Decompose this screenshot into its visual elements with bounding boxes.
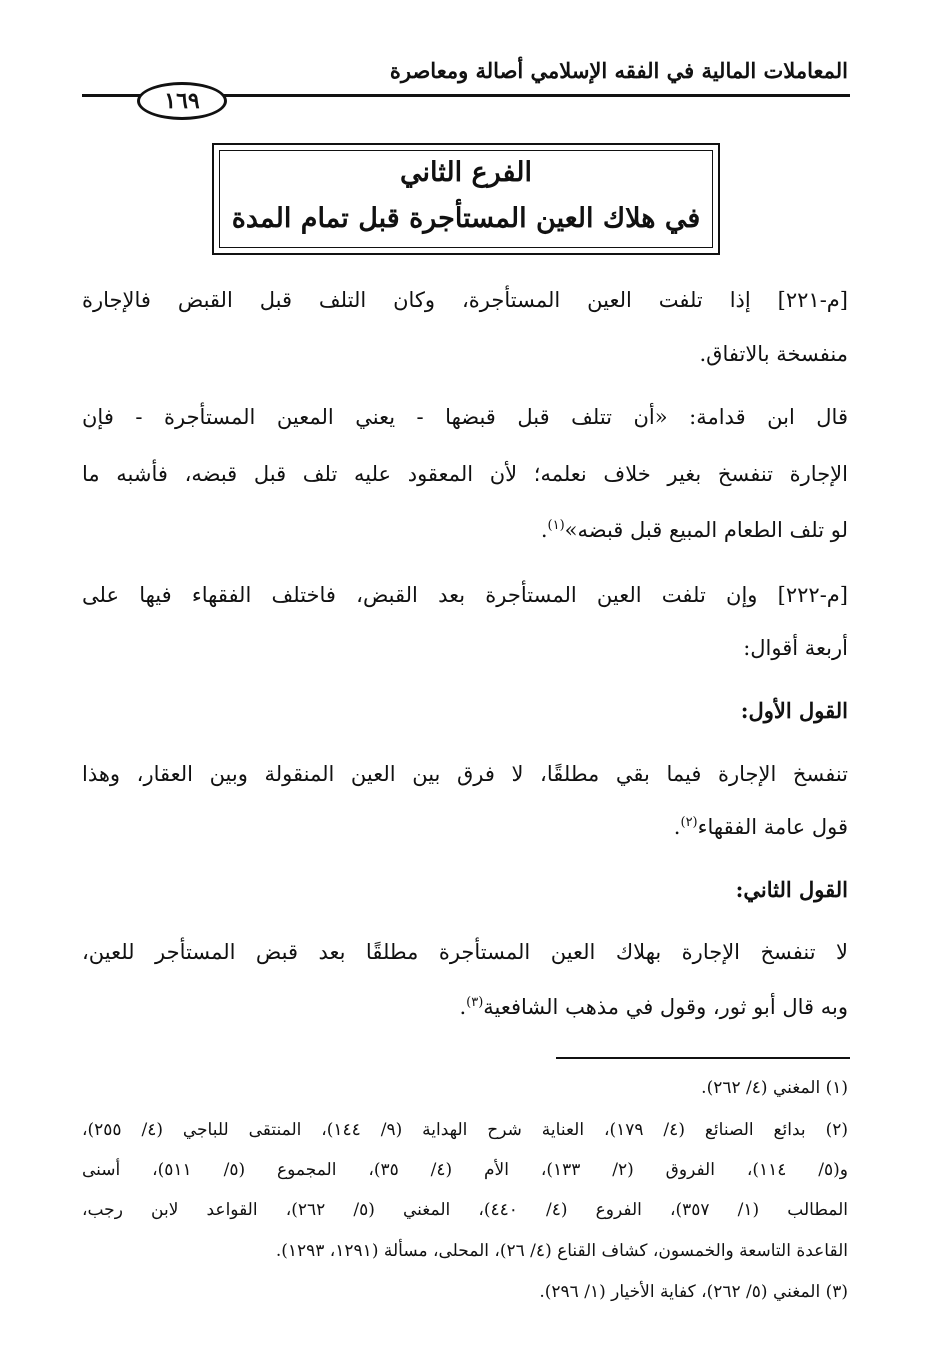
footnote-ref-3: (٣)	[466, 995, 484, 1010]
paragraph-2-line-1: قال ابن قدامة: «أن تتلف قبل قبضها - يعني المعين المستأجرة - فإن	[82, 405, 848, 429]
footnote-2-line-1: (٢) بدائع الصنائع (٤/ ١٧٩)، العناية شرح الهداية (٩/ ١٤٤)، المنتقى للباجي (٤/ ٢٥٥)،	[82, 1120, 848, 1140]
footnote-1: (١) المغني (٤/ ٢٦٢).	[701, 1078, 848, 1098]
opinion-2-heading: القول الثاني:	[735, 877, 848, 902]
footnote-separator	[556, 1057, 850, 1059]
footnote-ref-2: (٢)	[680, 815, 698, 830]
paragraph-5-end-mark: .	[459, 995, 467, 1019]
running-title: المعاملات المالية في الفقه الإسلامي أصالة ومعاصرة	[389, 58, 848, 83]
paragraph-2-line-3	[82, 518, 848, 542]
paragraph-4-line-1: تنفسخ الإجارة فيما بقي مطلقًا، لا فرق بين العين المنقولة وبين العقار، وهذا	[82, 762, 848, 786]
paragraph-1-line-1: [م-٢٢١] إذا تلفت العين المستأجرة، وكان التلف قبل القبض فالإجارة	[82, 288, 848, 312]
footnote-ref-1: (١)	[547, 518, 565, 533]
paragraph-3-line-2: أربعة أقوال:	[743, 636, 848, 660]
paragraph-5-line-2-text: وبه قال أبو ثور، وقول في مذهب الشافعية	[483, 995, 848, 1019]
section-heading-box	[212, 143, 720, 255]
paragraph-2-line-3-text: لو تلف الطعام المبيع قبل قبضه»	[564, 518, 848, 542]
opinion-1-heading: القول الأول:	[740, 698, 848, 723]
page-number: ١٦٩	[137, 82, 227, 120]
paragraph-1-line-2: منفسخة بالاتفاق.	[699, 342, 848, 366]
paragraph-4-line-2	[82, 815, 848, 839]
paragraph-4-line-2-text: قول عامة الفقهاء	[697, 815, 848, 839]
section-subtitle: في هلاك العين المستأجرة قبل تمام المدة	[231, 203, 701, 234]
footnote-2-line-3: المطالب (١/ ٣٥٧)، الفروع (٤/ ٤٤٠)، المغني (٥/ ٢٦٢)، القواعد لابن رجب،	[82, 1200, 848, 1220]
section-title: الفرع الثاني	[400, 157, 532, 188]
paragraph-5-line-2	[82, 995, 848, 1019]
footnote-2-line-2: و(٥/ ١١٤)، الفروق (٢/ ١٣٣)، الأم (٤/ ٣٥)، المجموع (٥/ ٥١١)، أسنى	[82, 1160, 848, 1180]
footnote-3: (٣) المغني (٥/ ٢٦٢)، كفاية الأخيار (١/ ٢٩٦).	[539, 1282, 848, 1302]
paragraph-4-end-mark: .	[673, 815, 681, 839]
paragraph-2-end-mark: .	[540, 518, 548, 542]
footnote-2-line-4: القاعدة التاسعة والخمسون، كشاف القناع (٤/ ٢٦)، المحلى، مسألة (١٢٩١، ١٢٩٣).	[275, 1241, 848, 1261]
paragraph-5-line-1: لا تنفسخ الإجارة بهلاك العين المستأجرة مطلقًا بعد قبض المستأجر للعين،	[82, 940, 848, 964]
paragraph-3-line-1: [م-٢٢٢] وإن تلفت العين المستأجرة بعد القبض، فاختلف الفقهاء فيها على	[82, 583, 848, 607]
paragraph-2-line-2: الإجارة تنفسخ بغير خلاف نعلمه؛ لأن المعقود عليه تلف قبل قبضه، فأشبه ما	[82, 462, 848, 486]
